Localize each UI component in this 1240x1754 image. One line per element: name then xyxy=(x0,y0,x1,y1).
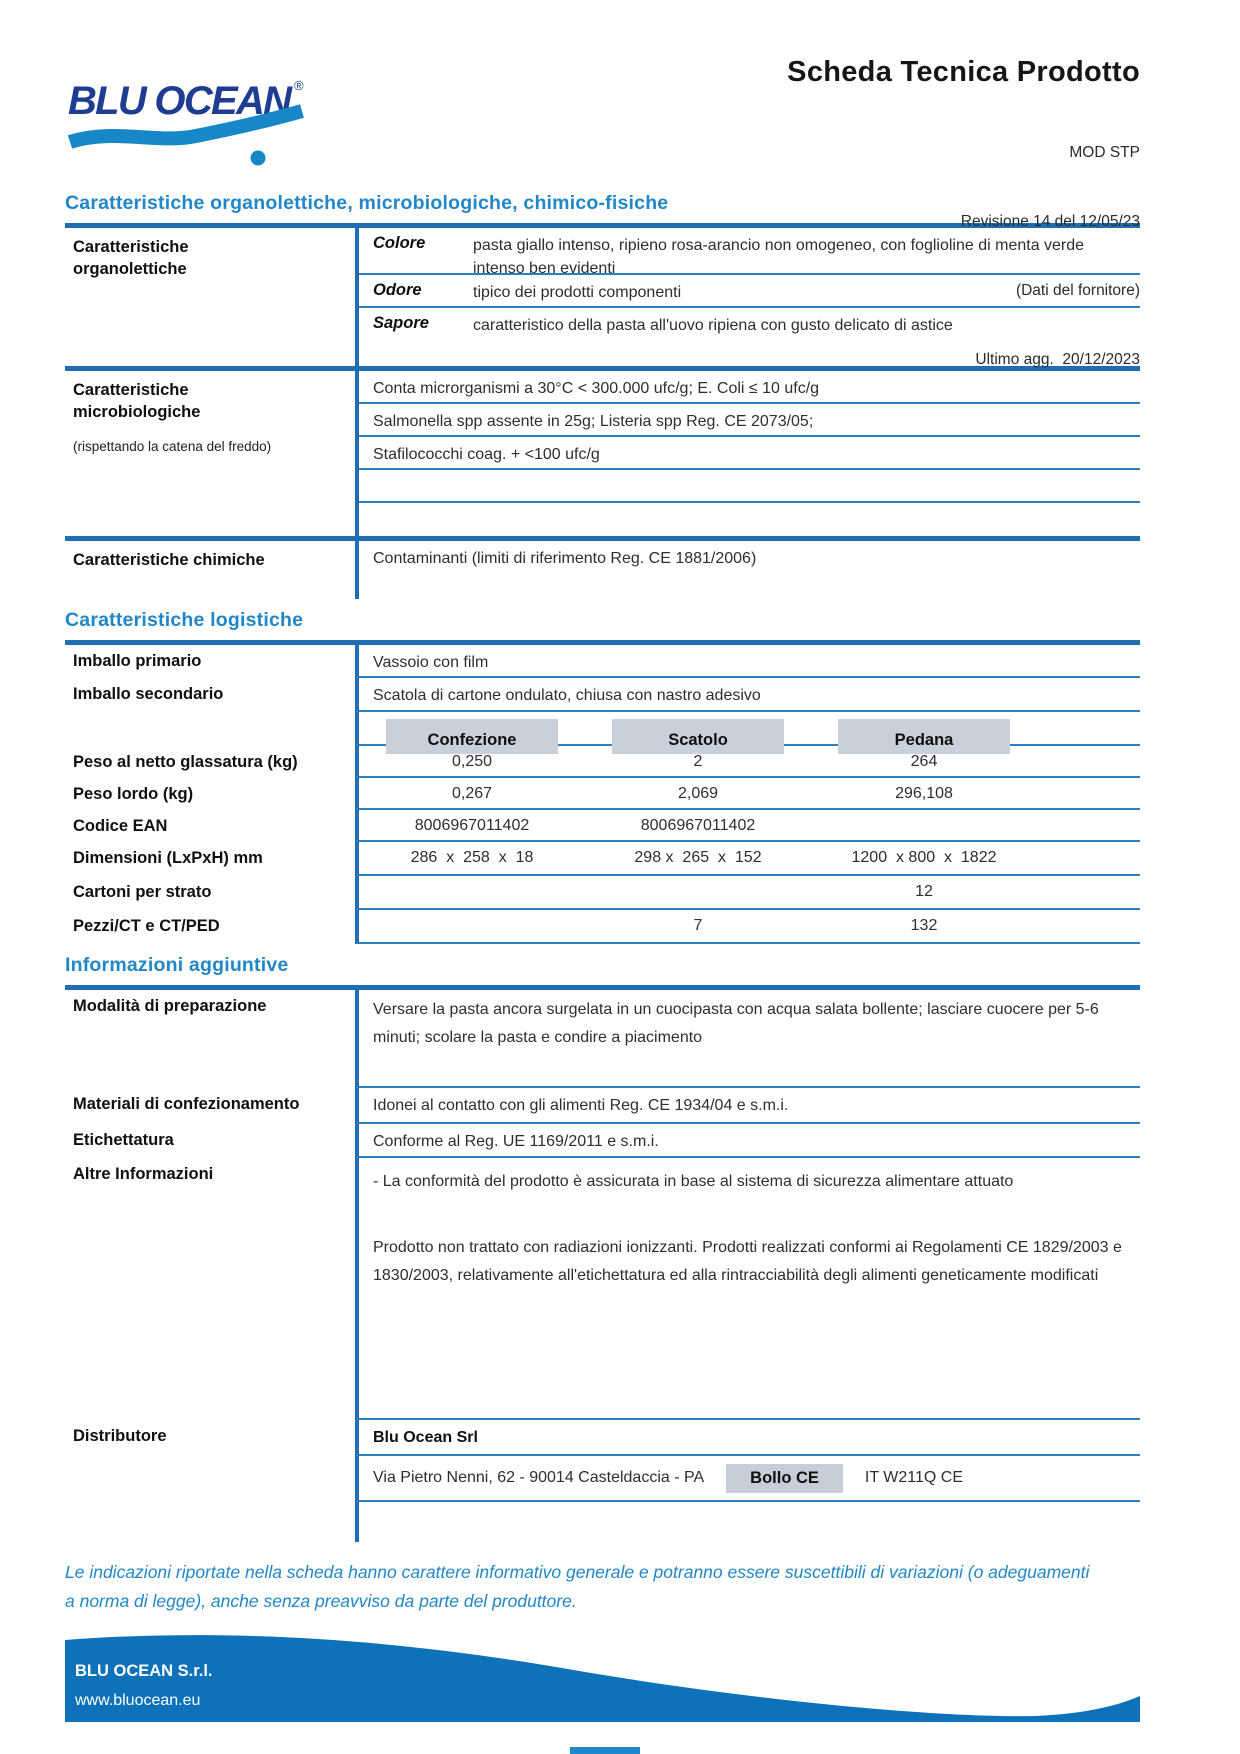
bollo-ce-badge: Bollo CE xyxy=(726,1464,843,1493)
distributore-address: Via Pietro Nenni, 62 - 90014 Casteldaccia - PA xyxy=(373,1469,705,1486)
table-row: Salmonella spp assente in 25g; Listeria spp Reg. CE 2073/05; xyxy=(359,404,1140,437)
value-scatolo: 8006967011402 xyxy=(640,817,756,834)
value-confezione: 0,267 xyxy=(451,785,493,802)
value-pedana: 296,108 xyxy=(895,785,953,802)
table-row xyxy=(65,746,1140,778)
table-row xyxy=(65,910,1140,944)
altre-paragraph-1: - La conformità del prodotto è assicurata in base al sistema di sicurezza alimentare attuato xyxy=(373,1173,1014,1190)
footer-wave-shape xyxy=(65,1632,1140,1722)
value-scatolo: 7 xyxy=(693,917,703,934)
footer-disclaimer: Le indicazioni riportate nella scheda hanno carattere informativo generale e potranno essere suscettibili di variazioni (o adeguamenti a norma di legge), anche senza preavviso da parte del produttore. xyxy=(65,1562,1090,1611)
value-pedana: 264 xyxy=(910,753,938,770)
table-row xyxy=(65,990,1140,1088)
distributore-label: Distributore xyxy=(73,1427,167,1445)
distributore-name: Blu Ocean Srl xyxy=(355,1420,1140,1456)
row-text-sapore: caratteristico della pasta all'uovo ripiena con gusto delicato di astice xyxy=(473,317,953,334)
altre-informazioni-text xyxy=(355,1158,1140,1420)
footer-band xyxy=(65,1632,1140,1722)
column-headers-spacer xyxy=(65,712,355,746)
value-empty xyxy=(1037,876,1140,908)
table-row xyxy=(65,778,1140,810)
altre-paragraph-2: Prodotto non trattato con radiazioni ionizzanti. Prodotti realizzati conformi ai Regolamenti CE 1829/2003 e 1830/2003, relativamente all'etichettatura ed alla rintracciabilità degli alimenti geneticamente modificati xyxy=(373,1239,1122,1284)
table-logistiche xyxy=(65,640,1140,944)
table-row: Contaminanti (limiti di riferimento Reg. CE 1881/2006) xyxy=(373,550,757,567)
table-aggiuntive xyxy=(65,985,1140,1542)
imballo-secondario-label: Imballo secondario xyxy=(73,685,224,703)
peso-lordo-label: Peso lordo (kg) xyxy=(73,785,194,803)
preparazione-text: Versare la pasta ancora surgelata in un cuocipasta con acqua salata bollente; lasciare cuocere per 5-6 minuti; scolare la pasta e condire a piacimento xyxy=(355,990,1140,1088)
logo-dot xyxy=(251,151,266,166)
value-confezione: 0,250 xyxy=(451,753,493,770)
table-row-empty xyxy=(359,470,1140,503)
chimiche-label: Caratteristiche chimiche xyxy=(73,551,265,569)
table-row xyxy=(65,1420,1140,1456)
table-row xyxy=(65,876,1140,910)
organolettiche-label-cell xyxy=(65,228,355,366)
value-empty xyxy=(1037,778,1140,808)
peso-netto-label: Peso al netto glassatura (kg) xyxy=(73,753,298,771)
column-header-pedana: Pedana xyxy=(838,719,1010,754)
value-empty xyxy=(1037,810,1140,840)
value-confezione: 286 x 258 x 18 xyxy=(410,849,534,866)
codice-ean-label: Codice EAN xyxy=(73,817,168,835)
value-confezione xyxy=(359,876,585,908)
value-scatolo: 298 x 265 x 152 xyxy=(634,849,762,866)
value-pedana: 1200 x 800 x 1822 xyxy=(851,849,997,866)
pezzi-ct-label: Pezzi/CT e CT/PED xyxy=(73,917,220,935)
table-row xyxy=(65,842,1140,876)
row-text-colore: pasta giallo intenso, ripieno rosa-arancio non omogeneo, con foglioline di menta verde intenso ben evidenti xyxy=(473,237,1085,277)
peso-netto-values xyxy=(355,746,1140,778)
table-row: Conta microrganismi a 30°C < 300.000 ufc/g; E. Coli ≤ 10 ufc/g xyxy=(359,371,1140,404)
section-title-aggiuntive: Informazioni aggiuntive xyxy=(65,954,289,976)
column-header-confezione: Confezione xyxy=(386,719,558,754)
distributore-address-spacer xyxy=(65,1456,355,1502)
organolettiche-label: Caratteristiche organolettiche xyxy=(73,238,189,278)
footer-company-name: BLU OCEAN S.r.l. xyxy=(75,1662,213,1680)
value-pedana xyxy=(811,810,1037,840)
microbiologiche-label-cell xyxy=(65,371,355,536)
header-right xyxy=(787,56,1140,417)
page-content xyxy=(65,0,1140,1616)
row-label-odore: Odore xyxy=(373,281,422,299)
section-title-organolettiche: Caratteristiche organolettiche, microbiologiche, chimico-fisiche xyxy=(65,192,669,214)
etichettatura-label: Etichettatura xyxy=(73,1131,174,1149)
table-row-column-headers xyxy=(65,712,1140,749)
meta-revision: Revisione 14 del 12/05/23 xyxy=(960,213,1140,230)
dimensioni-values xyxy=(355,842,1140,876)
value-pedana: 12 xyxy=(915,883,933,900)
value-empty xyxy=(1037,842,1140,874)
bollo-ce-value: IT W211Q CE xyxy=(864,1469,964,1486)
table-row-empty xyxy=(65,1502,1140,1542)
table-row xyxy=(65,645,1140,678)
value-empty xyxy=(1037,746,1140,776)
imballo-secondario-value: Scatola di cartone ondulato, chiusa con nastro adesivo xyxy=(355,678,1140,712)
dimensioni-label: Dimensioni (LxPxH) mm xyxy=(73,849,263,867)
table-row xyxy=(65,1088,1140,1124)
chimiche-rows xyxy=(355,541,1140,599)
row-label-sapore: Sapore xyxy=(373,314,429,332)
document-title: Scheda Tecnica Prodotto xyxy=(787,56,1140,88)
distributore-address-row xyxy=(355,1456,1140,1502)
codice-ean-values xyxy=(355,810,1140,842)
table-row xyxy=(65,1456,1140,1502)
meta-mod: MOD STP xyxy=(1069,144,1140,161)
value-pedana: 132 xyxy=(910,917,938,934)
value-scatolo xyxy=(585,876,811,908)
value-empty xyxy=(1037,910,1140,942)
blu-ocean-logo xyxy=(68,74,308,174)
altre-informazioni-label: Altre Informazioni xyxy=(73,1165,214,1183)
table-row: Stafilococchi coag. + <100 ufc/g xyxy=(359,437,1140,470)
table-row xyxy=(65,678,1140,712)
preparazione-label: Modalità di preparazione xyxy=(73,997,267,1015)
imballo-primario-value: Vassoio con film xyxy=(355,645,1140,678)
pezzi-ct-values xyxy=(355,910,1140,944)
microbiologiche-label: Caratteristiche microbiologiche xyxy=(73,381,201,421)
section-title-logistiche: Caratteristiche logistiche xyxy=(65,609,304,631)
imballo-primario-label: Imballo primario xyxy=(73,652,202,670)
table-chimiche xyxy=(65,536,1140,599)
row-label-colore: Colore xyxy=(373,234,426,252)
chimiche-label-cell xyxy=(65,541,355,599)
meta-last-update: Ultimo agg. 20/12/2023 xyxy=(975,351,1140,368)
meta-supplier-data: (Dati del fornitore) xyxy=(1015,282,1140,299)
logo-registered-mark: ® xyxy=(294,78,304,93)
materiali-text: Idonei al contatto con gli alimenti Reg. CE 1934/04 e s.m.i. xyxy=(355,1088,1140,1124)
logo-text: BLU OCEAN xyxy=(68,79,290,123)
row-text-odore: tipico dei prodotti componenti xyxy=(473,284,682,301)
empty-cell xyxy=(355,1502,1140,1542)
value-confezione: 8006967011402 xyxy=(414,817,530,834)
value-confezione xyxy=(359,910,585,942)
microbiologiche-note: (rispettando la catena del freddo) xyxy=(73,439,272,454)
table-row xyxy=(65,1158,1140,1420)
table-row-empty xyxy=(359,503,1140,536)
peso-lordo-values xyxy=(355,778,1140,810)
table-row xyxy=(65,1124,1140,1158)
document-meta xyxy=(787,95,1140,417)
footer-website: www.bluocean.eu xyxy=(75,1692,201,1709)
column-header-scatolo: Scatolo xyxy=(612,719,784,754)
table-row xyxy=(65,810,1140,842)
etichettatura-text: Conforme al Reg. UE 1169/2011 e s.m.i. xyxy=(355,1124,1140,1158)
empty-label xyxy=(65,1502,355,1542)
column-headers xyxy=(355,712,1140,749)
next-page-edge xyxy=(570,1747,640,1754)
value-scatolo: 2,069 xyxy=(677,785,719,802)
value-scatolo: 2 xyxy=(693,753,703,770)
materiali-label: Materiali di confezionamento xyxy=(73,1095,300,1113)
cartoni-strato-values xyxy=(355,876,1140,910)
cartoni-strato-label: Cartoni per strato xyxy=(73,883,212,901)
